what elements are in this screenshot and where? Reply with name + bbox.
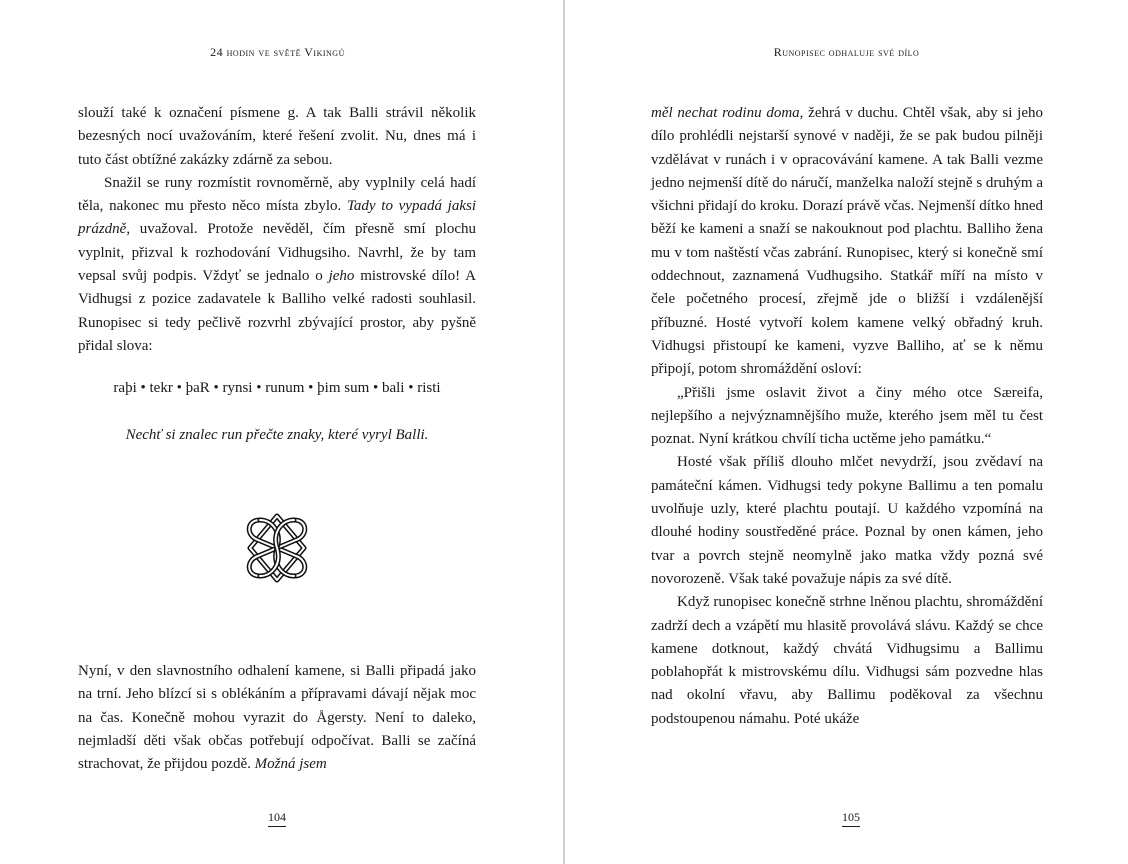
- body-text: [651, 102, 1043, 731]
- left-page: [0, 0, 563, 864]
- page-number-right: 105: [842, 810, 860, 827]
- paragraph: slouží také k označení písmene g. A tak Balli strávil několik bezesných nocí uvažováním, které řešení zvolit. Nu, dnes má i tuto část obtížné zakázky zdárně za sebou.: [78, 105, 476, 168]
- page-number-left: 104: [268, 810, 286, 827]
- paragraph: Snažil se runy rozmístit rovnoměrně, aby vyplnily celá hadí těla, nakonec mu přesto něco místa zbylo. Tady to vypadá jaksi prázdně, uvažoval. Protože nevěděl, čím přesně smí plochu vyplnit, přizval k rozhodování Vidhugsiho. Navrhl, že by tam vepsal svůj podpis. Vždyť se jednalo o jeho mistrovské dílo! A Vidhugsi z pozice zadavatele k Balliho velké radosti souhlasil. Runopisec si tedy pečlivě rozvrhl zbývající prostor, aby pyšně přidal slova:: [78, 174, 476, 354]
- body-text-bottom: [78, 660, 476, 776]
- rune-transliteration: raþi • tekr • þaR • rynsi • runum • þim sum • bali • risti: [113, 380, 441, 396]
- running-head-left: 24 hodin ve světě Vikingů: [210, 45, 345, 59]
- paragraph: Když runopisec konečně strhne lněnou plachtu, shromáždění zadrží dech a vzápětí mu hlasitě provolává slávu. Každý se chce kamene dotknout, každý chvátá Vidhugsimu a Ballimu poblahopřát k mistrovskému dílu. Vidhugsi sám pozvedne hlas nad okolní vřavu, aby Ballimu poděkoval za všechnu podstoupenou námahu. Poté ukáže: [651, 594, 1043, 727]
- celtic-knot-icon: [242, 510, 312, 586]
- right-page: [565, 0, 1128, 864]
- paragraph: Hosté však příliš dlouho mlčet nevydrží, jsou zvědaví na památeční kámen. Vidhugsi tedy pokyne Ballimu a ten pomalu uvolňuje uzly, které plachtu poutají. U každého vzpomíná na dlouhé hodiny soustředěné práce. Poznal by onen kámen, jeho tvar a povrch stejně neomylně jako matka vždy pozná své novorozeně. Však také považuje nápis za své dítě.: [651, 454, 1043, 587]
- paragraph: Nyní, v den slavnostního odhalení kamene, si Balli připadá jako na trní. Jeho blízcí si s oblékáním a přípravami dávají nějak moc na čas. Konečně mohou vyrazit do Ågersty. Není to daleko, nejmladší děti však občas potřebují odpočívat. Balli se začíná strachovat, že přijdou pozdě. Možná jsem: [78, 663, 476, 773]
- running-head-right: Runopisec odhaluje své dílo: [773, 45, 920, 59]
- body-text-top: [78, 102, 476, 358]
- rune-translation: Nechť si znalec run přečte znaky, které vyryl Balli.: [125, 427, 429, 443]
- paragraph: měl nechat rodinu doma, žehrá v duchu. Chtěl však, aby si jeho dílo prohlédli nejstarší synové v naději, že se pak budou pilněji vzdělávat v runách i v opracovávání kamene. A tak Balli vezme jedno nejmenší dítě do náručí, manželka naloží stejně s druhým a všichni přidají do kroku. Dorazí právě včas. Nejmenší dítko hned běží ke kameni a snaží se nakouknout pod plachtu. Balliho žena mu v tom naštěstí včas zabrání. Runopisec, který si konečně smí oddechnout, zaznamená Vudhugsiho. Statkář míří na místo v čele početného procesí, zřejmě jde o bližší i vzdálenější příbuzné. Hosté vytvoří kolem kamene velký obřadný kruh. Vidhugsi přistoupí ke kameni, vyzve Balliho, ať se k němu připojí, potom shromáždění osloví:: [651, 105, 1044, 378]
- paragraph: „Přišli jsme oslavit život a činy mého otce Særeifa, nejlepšího a nejvýznamnějšího muže, kterého jsem měl tu čest poznat. Nyní krátkou chvílí ticha uctěme jeho památku.“: [651, 384, 1043, 448]
